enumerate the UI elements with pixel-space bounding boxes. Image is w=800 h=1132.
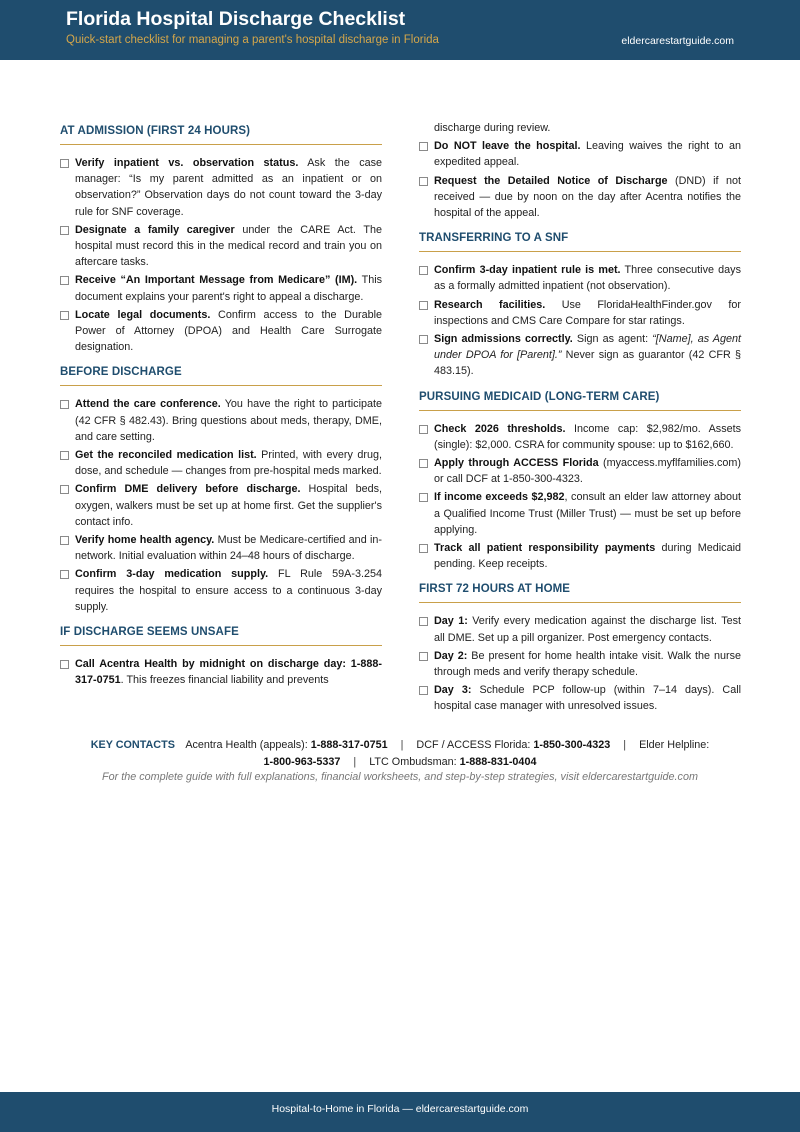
checklist-item: Day 1: Verify every medication against the discharge list. Test all DME. Set up a pill organizer. Post emergency contacts. — [419, 613, 741, 645]
checklist-item: Research facilities. Use FloridaHealthFinder.gov for inspections and CMS Care Compare for star ratings. — [419, 297, 741, 329]
checkbox-icon[interactable] — [419, 617, 428, 626]
left-column — [60, 120, 382, 690]
checkbox-icon[interactable] — [419, 301, 428, 310]
page-subtitle: Quick-start checklist for managing a parent's hospital discharge in Florida — [66, 34, 439, 46]
header-site-link[interactable]: eldercarestartguide.com — [621, 35, 734, 47]
separator: | — [353, 755, 357, 768]
contact-label: Elder Helpline: — [639, 739, 710, 751]
section-title-admission: AT ADMISSION (FIRST 24 HOURS) — [60, 120, 382, 145]
checklist-item: Day 2: Be present for home health intake visit. Walk the nurse through meds and verify therapy schedule. — [419, 648, 741, 680]
checkbox-icon[interactable] — [419, 652, 428, 661]
checkbox-icon[interactable] — [419, 493, 428, 502]
section-title-home: FIRST 72 HOURS AT HOME — [419, 578, 741, 603]
section-title-snf: TRANSFERRING TO A SNF — [419, 227, 741, 252]
checklist-item: Do NOT leave the hospital. Leaving waives the right to an expedited appeal. — [419, 138, 741, 170]
page-footer — [0, 1092, 800, 1132]
checkbox-icon[interactable] — [419, 686, 428, 695]
checklist-item-continued: discharge during review. — [434, 122, 551, 134]
checkbox-icon[interactable] — [60, 451, 69, 460]
checklist-item: If income exceeds $2,982, consult an elder law attorney about a Qualified Income Trust (Miller Trust) — must be set up before applying. — [419, 489, 741, 538]
contact-phone: 1-888-317-0751 — [310, 739, 388, 751]
checklist-item: Confirm DME delivery before discharge. Hospital beds, oxygen, walkers must be set up at home first. Get the supplier's contact info. — [60, 481, 382, 530]
checklist-item: Confirm 3-day inpatient rule is met. Three consecutive days as a formally admitted inpatient (not observation). — [419, 262, 741, 294]
checkbox-icon[interactable] — [60, 400, 69, 409]
footer-text: Hospital-to-Home in Florida — eldercarestartguide.com — [271, 1103, 529, 1115]
checklist-item: Receive “An Important Message from Medicare” (IM). This document explains your parent's right to appeal a discharge. — [60, 272, 382, 304]
contact-label: DCF / ACCESS Florida: — [416, 739, 534, 751]
contact-label: Acentra Health (appeals): — [185, 739, 311, 751]
checkbox-icon[interactable] — [60, 485, 69, 494]
key-contacts — [60, 737, 740, 770]
key-contacts-label: KEY CONTACTS — [90, 739, 175, 751]
checklist-item: Attend the care conference. You have the right to participate (42 CFR § 482.43). Bring questions about meds, therapy, DME, and care setting. — [60, 396, 382, 445]
separator: | — [400, 739, 404, 751]
checklist-item: Verify inpatient vs. observation status. Ask the case manager: “Is my parent admitted as an inpatient or on observation?” Observation days do not count toward the 3-day rule for SNF coverage. — [60, 155, 382, 220]
section-title-unsafe-discharge: IF DISCHARGE SEEMS UNSAFE — [60, 621, 382, 646]
checkbox-icon[interactable] — [419, 142, 428, 151]
checkbox-icon[interactable] — [60, 159, 69, 168]
checklist-item: Sign admissions correctly. Sign as agent: “[Name], as Agent under DPOA for [Parent].” Never sign as guarantor (42 CFR § 483.15). — [419, 331, 741, 380]
checkbox-icon[interactable] — [60, 660, 69, 669]
contact-phone: 1-800-963-5337 — [263, 755, 341, 768]
checkbox-icon[interactable] — [60, 536, 69, 545]
checklist-item: Designate a family caregiver under the CARE Act. The hospital must record this in the medical record and train you on aftercare tasks. — [60, 222, 382, 271]
checkbox-icon[interactable] — [419, 335, 428, 344]
checklist-item: Day 3: Schedule PCP follow-up (within 7–14 days). Call hospital case manager with unresolved issues. — [419, 682, 741, 714]
page-header — [0, 0, 800, 60]
checkbox-icon[interactable] — [419, 177, 428, 186]
checkbox-icon[interactable] — [419, 459, 428, 468]
checkbox-icon[interactable] — [419, 425, 428, 434]
checklist-item: Call Acentra Health by midnight on discharge day: 1-888-317-0751. This freezes financial liability and prevents — [60, 656, 382, 688]
guide-note: For the complete guide with full explanations, financial worksheets, and step-by-step strategies, visit eldercarestartguide.com — [102, 771, 698, 783]
contact-phone: 1-850-300-4323 — [533, 739, 611, 751]
checklist-item: Apply through ACCESS Florida (myaccess.myflfamilies.com) or call DCF at 1-850-300-4323. — [419, 455, 741, 487]
checklist-item: Request the Detailed Notice of Discharge (DND) if not received — due by noon on the day after Acentra notifies the hospital of the appeal. — [419, 173, 741, 222]
checkbox-icon[interactable] — [419, 266, 428, 275]
separator: | — [623, 739, 627, 751]
checklist-item: Get the reconciled medication list. Printed, with every drug, dose, and schedule — changes from pre-hospital meds marked. — [60, 447, 382, 479]
right-column — [419, 120, 741, 717]
section-title-before-discharge: BEFORE DISCHARGE — [60, 361, 382, 386]
section-title-medicaid: PURSUING MEDICAID (LONG-TERM CARE) — [419, 386, 741, 411]
checkbox-icon[interactable] — [60, 570, 69, 579]
checklist-item: Locate legal documents. Confirm access to the Durable Power of Attorney (DPOA) and Health Care Surrogate designation. — [60, 307, 382, 356]
checklist-item: Verify home health agency. Must be Medicare-certified and in-network. Initial evaluation within 24–48 hours of discharge. — [60, 532, 382, 564]
contact-label: LTC Ombudsman: — [369, 755, 460, 768]
checklist-item: Check 2026 thresholds. Income cap: $2,982/mo. Assets (single): $2,000. CSRA for community spouse: up to $162,660. — [419, 421, 741, 453]
checkbox-icon[interactable] — [60, 311, 69, 320]
contact-phone: 1-888-831-0404 — [459, 755, 537, 768]
page-title: Florida Hospital Discharge Checklist — [66, 8, 406, 30]
checkbox-icon[interactable] — [60, 276, 69, 285]
checkbox-icon[interactable] — [419, 544, 428, 553]
checkbox-icon[interactable] — [60, 226, 69, 235]
checklist-item: Confirm 3-day medication supply. FL Rule 59A-3.254 requires the hospital to ensure access to a continuous 3-day supply. — [60, 566, 382, 615]
checklist-item: Track all patient responsibility payments during Medicaid pending. Keep receipts. — [419, 540, 741, 572]
